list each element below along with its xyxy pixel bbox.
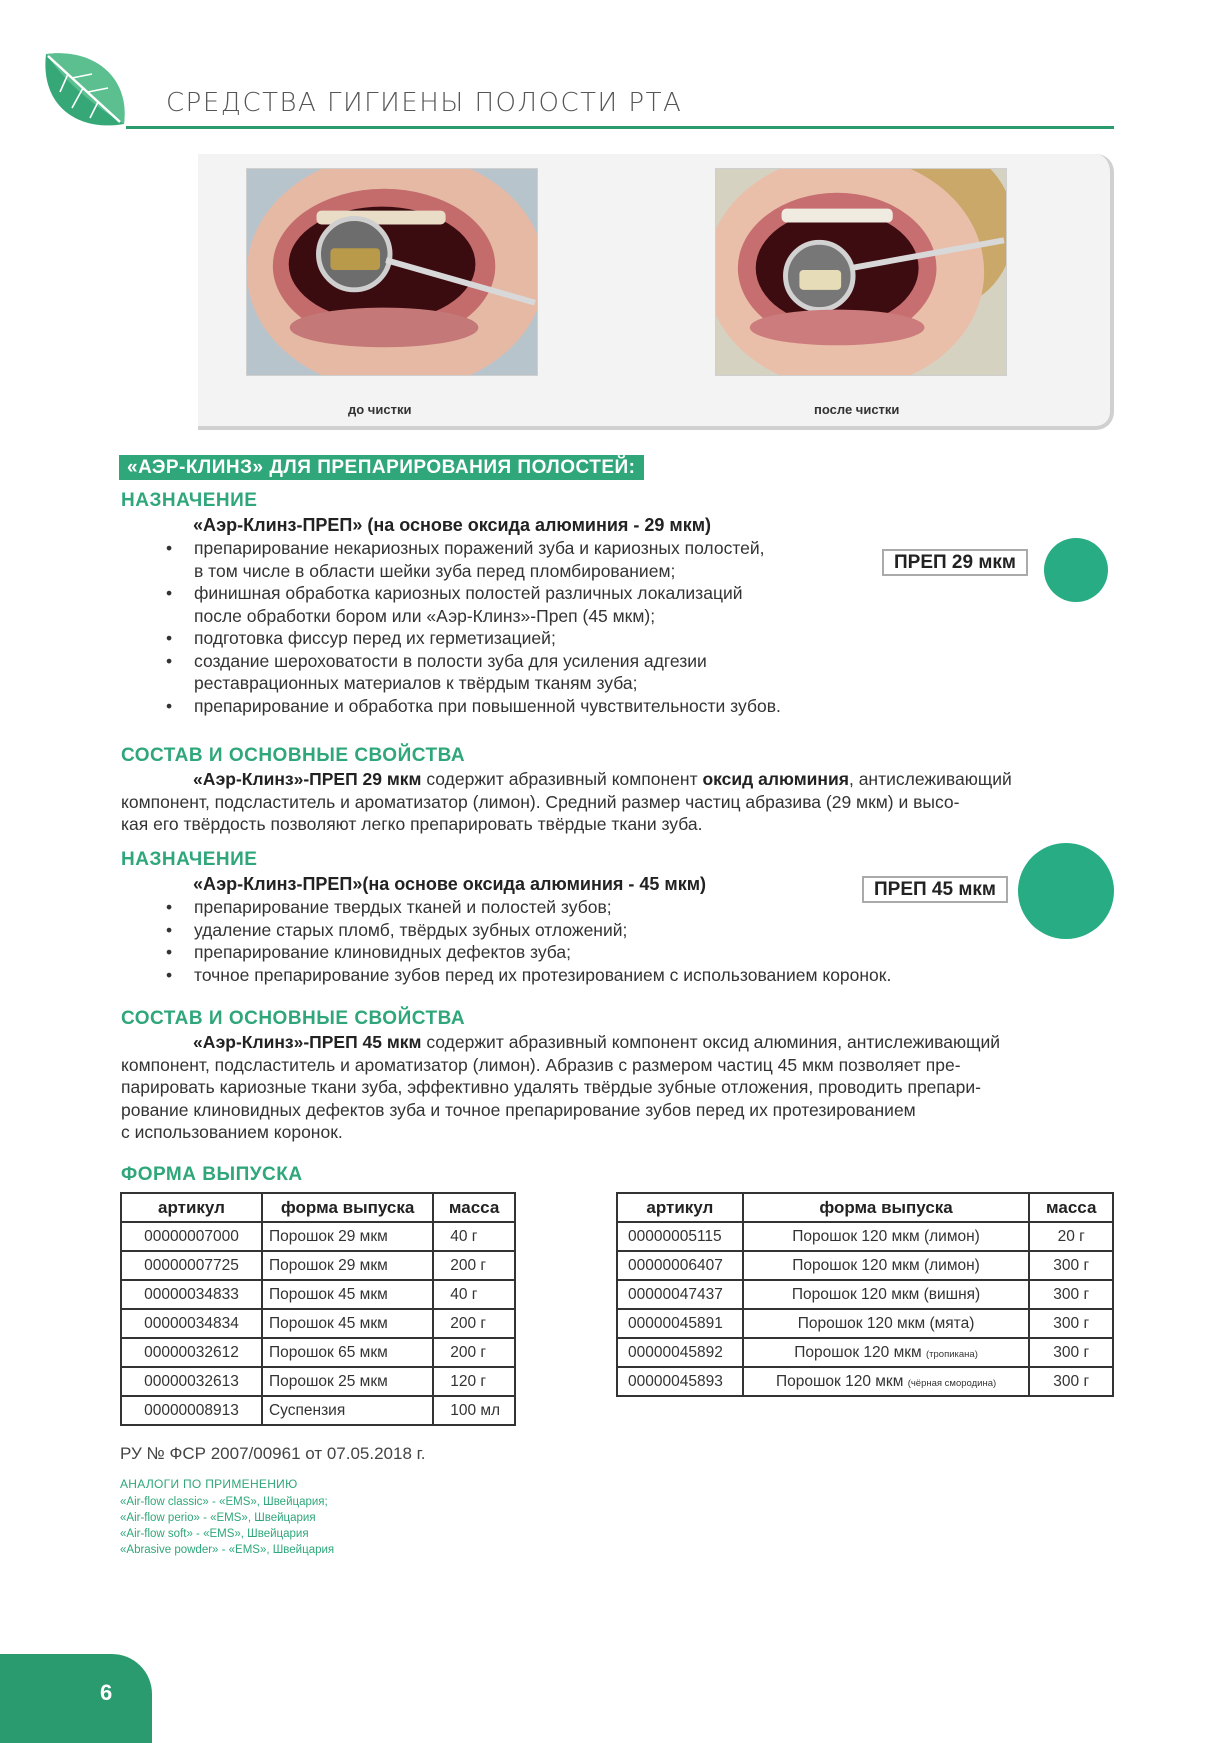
article-cell: 00000005115	[617, 1222, 743, 1251]
prep-45-color-dot	[1018, 843, 1114, 939]
article-cell: 00000006407	[617, 1251, 743, 1280]
form-cell: Порошок 25 мкм	[262, 1367, 433, 1396]
release-table-1	[120, 1192, 516, 1426]
list-item: • создание шероховатости в полости зуба для усиления адгезии	[162, 650, 781, 673]
form-cell: Порошок 120 мкм (лимон)	[743, 1251, 1030, 1280]
column-header: масса	[433, 1193, 515, 1222]
form-cell: Порошок 65 мкм	[262, 1338, 433, 1367]
article-cell: 00000032612	[121, 1338, 262, 1367]
mass-cell: 40 г	[433, 1222, 515, 1251]
table-header-row	[617, 1193, 1113, 1222]
form-cell: Порошок 29 мкм	[262, 1222, 433, 1251]
column-header: артикул	[121, 1193, 262, 1222]
article-cell: 00000032613	[121, 1367, 262, 1396]
table-row	[121, 1367, 515, 1396]
mass-cell: 200 г	[433, 1309, 515, 1338]
prep-45-tag: ПРЕП 45 мкм	[862, 876, 1008, 903]
photo-before-cleaning	[246, 168, 538, 376]
list-item: «Air-flow classic» - «EMS», Швейцария;	[120, 1496, 328, 1508]
composition-text-2: «Аэр-Клинз»-ПРЕП 45 мкм содержит абразивный компонент оксид алюминия, антислеживающий компонент, подсластитель и ароматизатор (лимон). Абразив с размером частиц 45 мкм позволяет пре- парировать кариозные ткани зуба, эффективно удалять твёрдые зубные отложения, проводить препари- рование клиновидных дефектов зуба и точное препарирование зубов перед их протезированием с использованием коронок.	[121, 1032, 1001, 1142]
list-item: «Air-flow soft» - «EMS», Швейцария	[120, 1528, 309, 1540]
form-cell: Порошок 120 мкм (мята)	[743, 1309, 1030, 1338]
registration-number: РУ № ФСР 2007/00961 от 07.05.2018 г.	[120, 1444, 426, 1463]
list-item: • удаление старых пломб, твёрдых зубных отложений;	[162, 919, 891, 942]
mass-cell: 120 г	[433, 1367, 515, 1396]
purpose-list-2	[162, 896, 891, 986]
mass-cell: 200 г	[433, 1338, 515, 1367]
table-row	[121, 1309, 515, 1338]
article-cell: 00000034833	[121, 1280, 262, 1309]
mass-cell: 300 г	[1029, 1367, 1113, 1396]
photo-panel	[198, 154, 1114, 430]
form-cell: Порошок 45 мкм	[262, 1309, 433, 1338]
table-header-row	[121, 1193, 515, 1222]
section-banner: «АЭР-КЛИНЗ» ДЛЯ ПРЕПАРИРОВАНИЯ ПОЛОСТЕЙ:	[119, 455, 644, 480]
purpose-heading-1: НАЗНАЧЕНИЕ	[121, 490, 258, 511]
table-row	[617, 1309, 1113, 1338]
list-item: реставрационных материалов к твёрдым тканям зуба;	[194, 673, 638, 693]
page-number-tab	[0, 1654, 152, 1743]
mass-cell: 20 г	[1029, 1222, 1113, 1251]
caption-before: до чистки	[348, 402, 412, 417]
caption-after: после чистки	[814, 402, 900, 417]
purpose-subtitle-1: «Аэр-Клинз-ПРЕП» (на основе оксида алюминия - 29 мкм)	[193, 515, 712, 535]
column-header: форма выпуска	[743, 1193, 1030, 1222]
table-row	[617, 1338, 1113, 1367]
table-row	[121, 1280, 515, 1309]
composition-heading-1: СОСТАВ И ОСНОВНЫЕ СВОЙСТВА	[121, 745, 466, 766]
form-cell: Порошок 120 мкм (чёрная смородина)	[743, 1367, 1030, 1396]
release-form-heading: ФОРМА ВЫПУСКА	[121, 1164, 303, 1185]
column-header: масса	[1029, 1193, 1113, 1222]
form-cell: Суспензия	[262, 1396, 433, 1425]
table-row	[121, 1338, 515, 1367]
mass-cell: 300 г	[1029, 1280, 1113, 1309]
article-cell: 00000034834	[121, 1309, 262, 1338]
mass-cell: 40 г	[433, 1280, 515, 1309]
mass-cell: 100 мл	[433, 1396, 515, 1425]
article-cell: 00000045891	[617, 1309, 743, 1338]
article-cell: 00000007725	[121, 1251, 262, 1280]
column-header: форма выпуска	[262, 1193, 433, 1222]
list-item: «Abrasive powder» - «EMS», Швейцария	[120, 1544, 335, 1556]
leaf-icon	[38, 46, 128, 136]
list-item: • препарирование и обработка при повышенной чувствительности зубов.	[162, 695, 781, 718]
table-row	[121, 1396, 515, 1425]
table-row	[617, 1222, 1113, 1251]
form-cell: Порошок 120 мкм (вишня)	[743, 1280, 1030, 1309]
purpose-heading-2: НАЗНАЧЕНИЕ	[121, 849, 258, 870]
list-item: • препарирование некариозных поражений зуба и кариозных полостей,	[162, 537, 781, 560]
list-item: «Air-flow perio» - «EMS», Швейцария	[120, 1512, 316, 1524]
list-item: • препарирование клиновидных дефектов зуба;	[162, 941, 891, 964]
list-item: • подготовка фиссур перед их герметизацией;	[162, 627, 781, 650]
list-item: в том числе в области шейки зуба перед пломбированием;	[194, 560, 676, 581]
table-row	[617, 1367, 1113, 1396]
article-cell: 00000008913	[121, 1396, 262, 1425]
prep-29-tag: ПРЕП 29 мкм	[882, 549, 1028, 576]
form-cell: Порошок 45 мкм	[262, 1280, 433, 1309]
purpose-list-1	[162, 537, 781, 717]
release-table-2	[616, 1192, 1114, 1397]
table-row	[121, 1222, 515, 1251]
photo-after-cleaning	[715, 168, 1007, 376]
form-cell: Порошок 29 мкм	[262, 1251, 433, 1280]
analogs-list	[120, 1494, 334, 1558]
form-cell: Порошок 120 мкм (тропикана)	[743, 1338, 1030, 1367]
column-header: артикул	[617, 1193, 743, 1222]
mass-cell: 300 г	[1029, 1251, 1113, 1280]
article-cell: 00000047437	[617, 1280, 743, 1309]
list-item: после обработки бором или «Аэр-Клинз»-Преп (45 мкм);	[194, 605, 656, 626]
mass-cell: 200 г	[433, 1251, 515, 1280]
composition-text-1: «Аэр-Клинз»-ПРЕП 29 мкм содержит абразивный компонент оксид алюминия, антислеживающий компонент, подсластитель и ароматизатор (лимон). Средний размер частиц абразива (29 мкм) и высо- кая его твёрдость позволяют легко препарировать твёрдые ткани зуба.	[121, 769, 1012, 834]
table-row	[617, 1251, 1113, 1280]
form-cell: Порошок 120 мкм (лимон)	[743, 1222, 1030, 1251]
article-cell: 00000007000	[121, 1222, 262, 1251]
table-row	[617, 1280, 1113, 1309]
analogs-title: АНАЛОГИ ПО ПРИМЕНЕНИЮ	[120, 1477, 298, 1491]
purpose-subtitle-2: «Аэр-Клинз-ПРЕП»(на основе оксида алюминия - 45 мкм)	[193, 874, 707, 894]
composition-heading-2: СОСТАВ И ОСНОВНЫЕ СВОЙСТВА	[121, 1008, 466, 1029]
mass-cell: 300 г	[1029, 1309, 1113, 1338]
table-row	[121, 1251, 515, 1280]
page-number: 6	[100, 1680, 113, 1705]
article-cell: 00000045892	[617, 1338, 743, 1367]
mass-cell: 300 г	[1029, 1338, 1113, 1367]
list-item: • финишная обработка кариозных полостей различных локализаций	[162, 582, 781, 605]
list-item: • точное препарирование зубов перед их протезированием с использованием коронок.	[162, 964, 891, 987]
header-divider	[126, 126, 1114, 129]
prep-29-color-dot	[1044, 538, 1108, 602]
article-cell: 00000045893	[617, 1367, 743, 1396]
page-header-title: СРЕДСТВА ГИГИЕНЫ ПОЛОСТИ РТА	[166, 88, 683, 118]
list-item: • препарирование твердых тканей и полостей зубов;	[162, 896, 891, 919]
